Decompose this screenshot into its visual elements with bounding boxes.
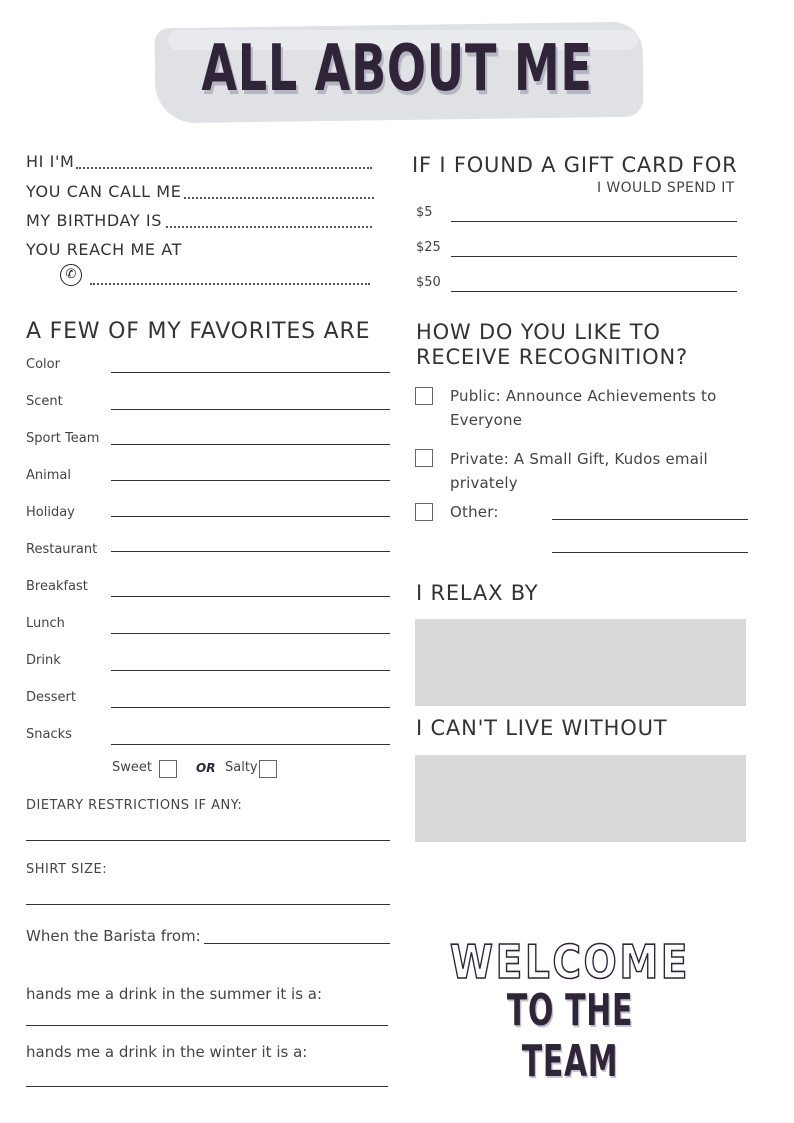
favorite-field-snacks[interactable] [111,744,390,745]
favorite-label-color: Color [26,357,60,372]
recognition-heading-line2: RECEIVE RECOGNITION? [416,345,688,369]
shirt-size-label: SHIRT SIZE: [26,862,108,877]
favorite-label-lunch: Lunch [26,616,65,631]
favorite-field-dessert[interactable] [111,707,390,708]
favorite-label-drink: Drink [26,653,61,668]
dietary-label: DIETARY RESTRICTIONS IF ANY: [26,798,243,813]
intro-birthday-field[interactable] [166,226,372,228]
salty-checkbox[interactable] [259,760,277,778]
barista-winter-label: hands me a drink in the winter it is a: [26,1043,308,1061]
favorite-label-sport-team: Sport Team [26,431,100,446]
recognition-private-label-cont: privately [450,474,518,492]
salty-label: Salty [225,760,258,775]
favorite-field-restaurant[interactable] [111,551,390,552]
intro-name-label: HI I'M [26,152,75,171]
barista-winter-field[interactable] [26,1086,388,1087]
favorite-field-scent[interactable] [111,409,390,410]
recognition-public-label: Public: Announce Achievements to [450,387,717,405]
favorite-label-dessert: Dessert [26,690,76,705]
shirt-size-field[interactable] [26,904,390,905]
recognition-public-label-cont: Everyone [450,411,523,429]
barista-summer-label: hands me a drink in the summer it is a: [26,985,323,1003]
recognition-other-field-1[interactable] [552,519,748,520]
gift-amount-50: $50 [416,275,441,290]
relax-input-box[interactable] [415,619,746,706]
or-label: OR [196,761,216,775]
barista-summer-field[interactable] [26,1025,388,1026]
favorite-label-breakfast: Breakfast [26,579,88,594]
favorite-label-restaurant: Restaurant [26,542,98,557]
cant-live-without-heading: I CAN'T LIVE WITHOUT [416,716,668,740]
intro-name-field[interactable] [76,167,372,169]
intro-call-me-label: YOU CAN CALL ME [26,182,182,201]
favorite-label-holiday: Holiday [26,505,75,520]
intro-birthday-label: MY BIRTHDAY IS [26,211,162,230]
favorite-label-animal: Animal [26,468,71,483]
page-title: ALL ABOUT ME [201,32,593,106]
gift-amount-5: $5 [416,205,433,220]
gift-field-50[interactable] [451,291,737,292]
intro-call-me-field[interactable] [184,197,374,199]
gift-amount-25: $25 [416,240,441,255]
favorite-field-animal[interactable] [111,480,390,481]
favorites-heading: A FEW OF MY FAVORITES ARE [26,319,371,344]
favorite-field-holiday[interactable] [111,516,390,517]
favorite-label-scent: Scent [26,394,63,409]
sweet-label: Sweet [112,760,152,775]
recognition-other-field-2[interactable] [552,552,748,553]
welcome-team-text: TO THE TEAM [506,985,634,1087]
relax-heading: I RELAX BY [416,581,539,605]
gift-card-heading: IF I FOUND A GIFT CARD FOR [412,153,738,177]
phone-icon: ✆ [60,264,82,286]
favorite-field-lunch[interactable] [111,633,390,634]
recognition-private-checkbox[interactable] [415,449,433,467]
favorite-label-snacks: Snacks [26,727,72,742]
recognition-other-checkbox[interactable] [415,503,433,521]
recognition-heading-line1: HOW DO YOU LIKE TO [416,320,661,344]
welcome-text: WELCOME [449,935,691,989]
recognition-other-label: Other: [450,503,499,521]
barista-from-label: When the Barista from: [26,927,201,945]
recognition-private-label: Private: A Small Gift, Kudos email [450,450,708,468]
sweet-checkbox[interactable] [159,760,177,778]
gift-field-25[interactable] [451,256,737,257]
favorite-field-sport-team[interactable] [111,444,390,445]
dietary-field[interactable] [26,840,390,841]
favorite-field-drink[interactable] [111,670,390,671]
recognition-public-checkbox[interactable] [415,387,433,405]
gift-card-subheading: I WOULD SPEND IT [597,180,735,196]
intro-reach-label: YOU REACH ME AT [26,240,182,259]
cant-live-without-input-box[interactable] [415,755,746,842]
intro-phone-field[interactable] [90,283,370,285]
favorite-field-breakfast[interactable] [111,596,390,597]
favorite-field-color[interactable] [111,372,390,373]
gift-field-5[interactable] [451,221,737,222]
barista-from-field[interactable] [204,943,390,944]
